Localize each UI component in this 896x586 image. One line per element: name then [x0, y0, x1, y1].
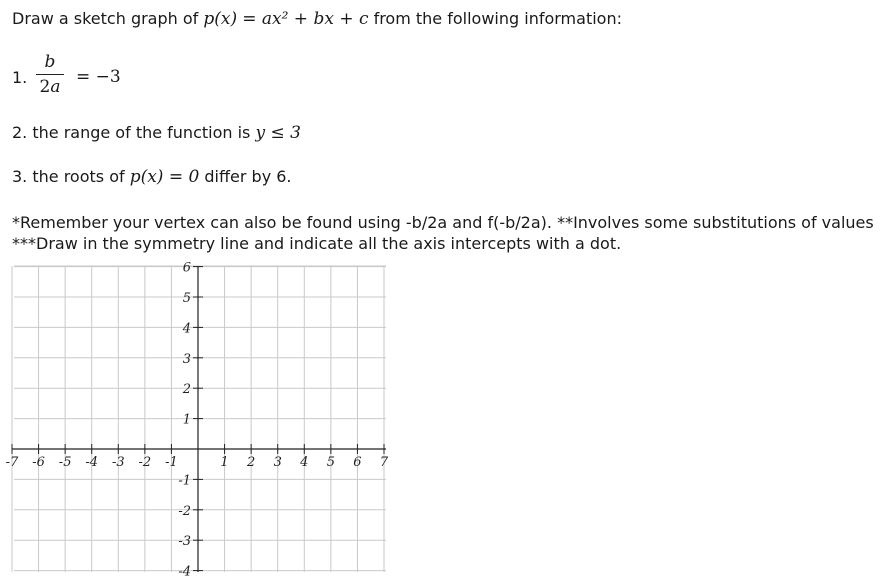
x-tick-label: -2 — [138, 455, 152, 470]
y-tick-label: 2 — [182, 382, 191, 398]
x-tick-label: 3 — [273, 455, 282, 470]
item3-math: p(x) = 0 — [129, 167, 200, 187]
x-tick-label: -3 — [111, 455, 125, 470]
item3-prefix: 3. the roots of — [12, 167, 130, 186]
y-tick-label: 4 — [182, 321, 191, 337]
y-tick-label: 5 — [182, 291, 191, 306]
x-tick-label: -4 — [85, 455, 99, 470]
x-tick-label: -6 — [32, 455, 45, 470]
note1: *Remember your vertex can also be found using -b/2a and f(-b/2a). **Involves some substitutions of values — [12, 213, 874, 232]
x-tick-label: 7 — [379, 455, 389, 470]
intro-formula-lhs: p(x) — [203, 9, 238, 29]
y-tick-label: 3 — [182, 351, 191, 367]
y-tick-label: 1 — [182, 412, 191, 428]
item1-numerator: b — [44, 52, 56, 72]
y-tick-label: -2 — [178, 503, 191, 519]
x-tick-label: -1 — [165, 455, 178, 470]
x-tick-label: 2 — [247, 455, 256, 470]
y-tick-label: -4 — [178, 564, 191, 580]
x-tick-label: 4 — [300, 455, 309, 470]
y-tick-label: -1 — [178, 473, 191, 489]
item1-number: 1. — [12, 68, 28, 87]
intro-formula-rhs: = ax² + bx + c — [242, 9, 369, 29]
intro-suffix: from the following information: — [368, 9, 622, 28]
y-tick-label: -3 — [178, 534, 191, 550]
x-tick-label: 5 — [326, 455, 335, 470]
note2: ***Draw in the symmetry line and indicate all the axis intercepts with a dot. — [12, 234, 622, 253]
x-tick-label: -5 — [58, 455, 72, 470]
x-tick-label: -7 — [5, 455, 19, 470]
denominator-var: a — [50, 77, 61, 97]
item1-rhs: = −3 — [76, 67, 121, 87]
y-tick-label: 6 — [182, 260, 191, 276]
denominator-coef: 2 — [39, 77, 51, 97]
item3-suffix: differ by 6. — [199, 167, 292, 186]
intro-prefix: Draw a sketch graph of — [12, 9, 204, 28]
x-tick-label: 1 — [220, 455, 229, 470]
item2-math: y ≤ 3 — [255, 123, 301, 143]
x-tick-label: 6 — [353, 455, 362, 470]
item2-text: 2. the range of the function is — [12, 123, 256, 142]
